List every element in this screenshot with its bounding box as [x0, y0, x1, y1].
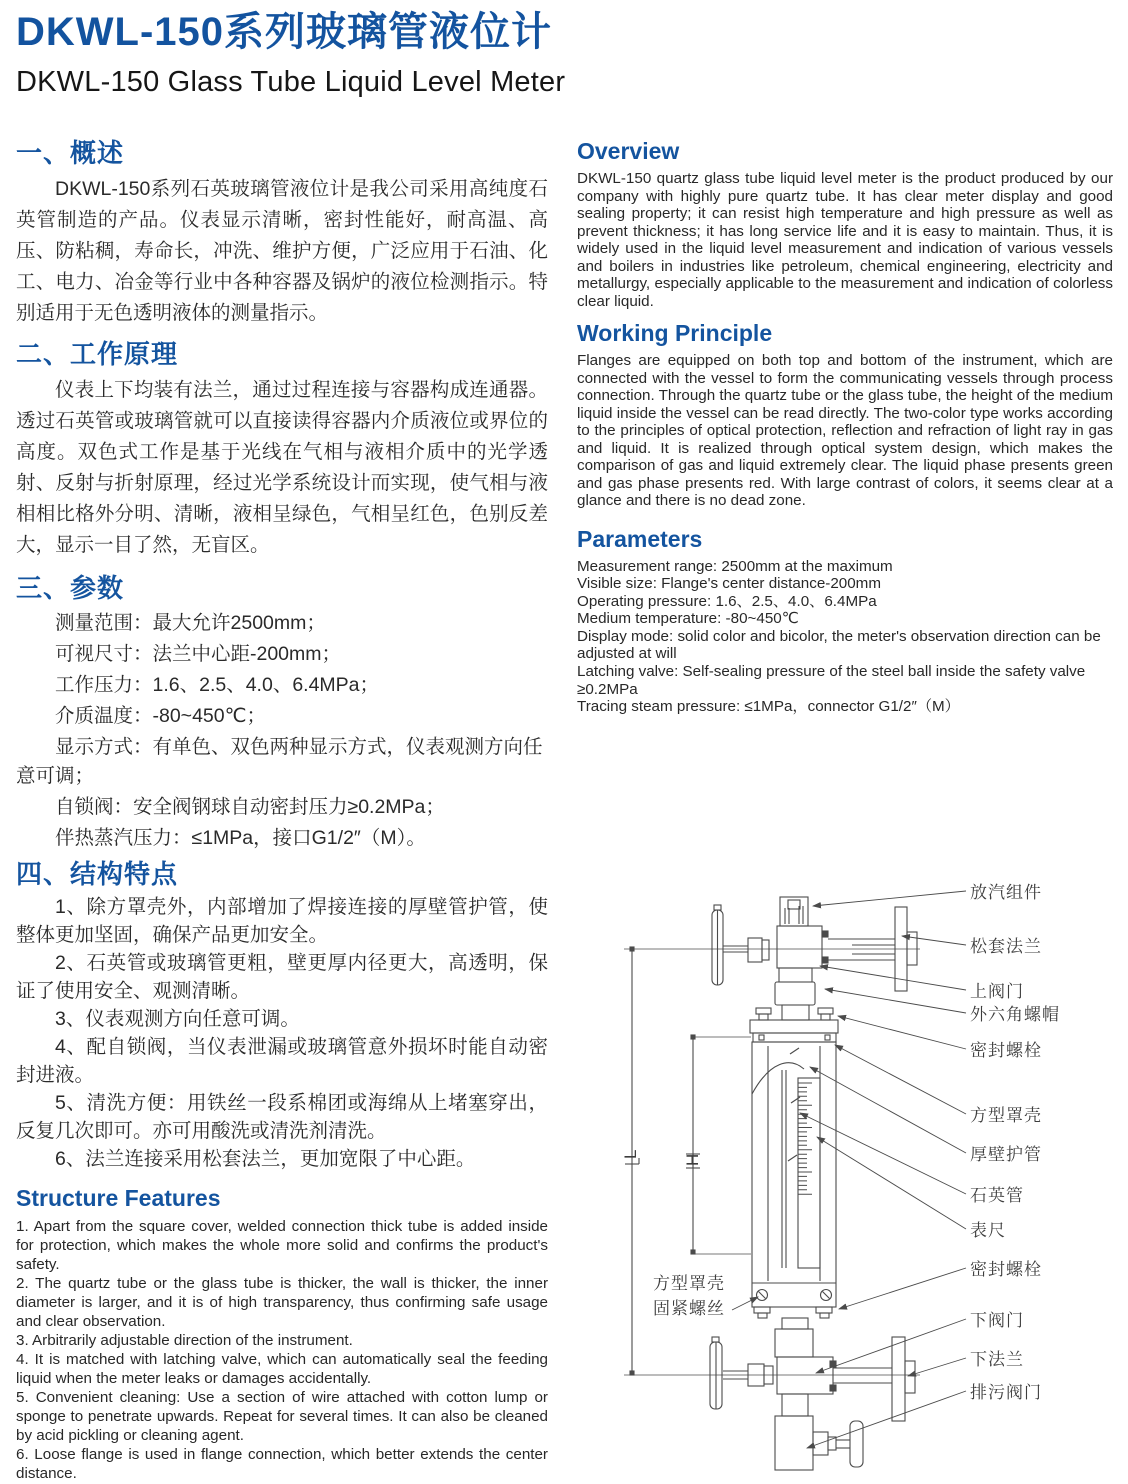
header: [16, 8, 1116, 100]
parameter-item-en: Tracing steam pressure: ≤1MPa，connector G1/2″（M）: [577, 698, 960, 716]
structure-item-zh: 2、石英管或玻璃管更粗，壁更厚内径更大，高透明，保证了使用安全、观测清晰。: [16, 952, 548, 1002]
structure-item-en: 2. The quartz tube or the glass tube is thicker, the wall is thicker, the inner diameter is larger, and it is of high transparency, thus confirming safe usage and clear observation.: [16, 1275, 548, 1330]
section-heading-working-principle-zh: 二、工作原理: [16, 339, 179, 369]
parameter-item-zh: 工作压力：1.6、2.5、4.0、6.4MPa；: [55, 674, 380, 696]
parameter-item-en: Measurement range: 2500mm at the maximum: [577, 557, 893, 575]
section-heading-structure-en: Structure Features: [16, 1185, 221, 1211]
overview-paragraph-zh: DKWL-150系列石英玻璃管液位计是我公司采用高纯度石英管制造的产品。仪表显示清晰，密封性能好，耐高温、高压、防粘稠，寿命长，冲洗、维护方便，广泛应用于石油、化工、电力、冶金等行业中各种容器及锅炉的液位检测指示。特别适用于无色透明液体的测量指示。: [16, 178, 548, 324]
parameter-item-zh: 自锁阀：安全阀钢球自动密封压力≥0.2MPa；: [55, 796, 445, 818]
structure-item-en: 6. Loose flange is used in flange connection, which better extends the center distance.: [16, 1446, 548, 1482]
instrument-outline: [624, 891, 966, 1470]
outer-hex-nut-label: 外六角螺帽: [970, 1005, 1060, 1024]
lower-valve-label: 下阀门: [970, 1311, 1024, 1330]
structure-item-zh: 4、配自锁阀，当仪表泄漏或玻璃管意外损坏时能自动密封进液。: [16, 1036, 548, 1086]
section-heading-parameters-en: Parameters: [577, 525, 703, 552]
working-principle-paragraph-zh: 仪表上下均装有法兰，通过过程连接与容器构成连通器。透过石英管或玻璃管就可以直接读得容器内介质液位或界位的高度。双色式工作是基于光线在气相与液相介质中的光学透射、反射与折射原理，经过光学系统设计而实现，使气相与液相相比格外分明、清晰，液相呈绿色，气相呈红色，色别反差大，显示一目了然，无盲区。: [16, 379, 548, 556]
parameter-item-zh: 可视尺寸：法兰中心距-200mm；: [55, 643, 342, 665]
structure-list-zh: [16, 893, 548, 1173]
overview-paragraph-en: DKWL-150 quartz glass tube liquid level meter is the product produced by our company with highly pure quartz tube. It has clear meter display and good sealing property; it can resist high temperature and high pressure as well as prevent thickness; it has long service life and it is easy to maintain. Thus, it is widely used in the liquid level measurement and indication of various vessels and boilers in industries like petroleum, chemical engineering, electricity and metallurgy, especially applicable to the measurement and indication of colorless clear liquid.: [577, 170, 1113, 310]
drain-valve-part: [775, 1394, 863, 1470]
parameter-item-en: Display mode: solid color and bicolor, the meter's observation direction can be adjusted at will: [577, 627, 1101, 663]
parameter-item-zh: 伴热蒸汽压力：≤1MPa，接口G1/2″（M）。: [55, 827, 426, 849]
loose-flange-label: 松套法兰: [970, 937, 1042, 956]
quartz-tube-label: 石英管: [970, 1186, 1024, 1205]
upper-valve-label: 上阀门: [970, 982, 1024, 1001]
structure-item-zh: 5、清洗方便：用铁丝一段系棉团或海绵从上堵塞穿出，反复几次即可。亦可用酸洗或清洗剂清洗。: [16, 1092, 548, 1142]
structure-item-zh: 1、除方罩壳外，内部增加了焊接连接的厚壁管护管，使整体更加坚固，确保产品更加安全。: [16, 896, 548, 946]
sealing-bolt-lower-label: 密封螺栓: [970, 1260, 1042, 1279]
cover-screw-label-line1: 方型罩壳: [653, 1274, 725, 1293]
parameters-list-zh: [16, 609, 548, 853]
dimension-line-inner: [686, 1035, 751, 1254]
upper-valve-part: [712, 905, 917, 1020]
parameter-item-zh: 测量范围：最大允许2500mm；: [55, 612, 326, 634]
parameter-item-en: Visible size: Flange's center distance-200mm: [577, 575, 881, 593]
diagram-labels: [621, 883, 1060, 1402]
structure-list-en: [16, 1217, 548, 1483]
section-heading-working-principle-en: Working Principle: [577, 320, 773, 346]
left-column: [16, 136, 548, 1483]
cover-screw-label-line2: 固紧螺丝: [653, 1299, 725, 1318]
steam-release-part: [780, 897, 808, 926]
page-title-en: DKWL-150 Glass Tube Liquid Level Meter: [16, 66, 566, 98]
thick-wall-tube-label: 厚壁护管: [970, 1145, 1042, 1164]
parameter-item-zh: 显示方式：有单色、双色两种显示方式，仪表观测方向任意可调；: [16, 736, 543, 787]
parameter-item-zh: 介质温度：-80~450℃；: [55, 705, 267, 727]
dimension-mark-h: H: [683, 1152, 702, 1166]
dimension-mark-l: L: [621, 1148, 640, 1159]
sealing-bolt-upper-label: 密封螺栓: [970, 1041, 1042, 1060]
parameter-item-en: Operating pressure: 1.6、2.5、4.0、6.4MPa: [577, 592, 877, 610]
dimension-line-outer: [625, 947, 639, 1375]
drain-valve-label: 排污阀门: [970, 1383, 1042, 1402]
structure-item-en: 3. Arbitrarily adjustable direction of the instrument.: [16, 1332, 353, 1349]
structure-item-zh: 6、法兰连接采用松套法兰，更加宽限了中心距。: [55, 1148, 476, 1170]
lower-valve-part: [710, 1318, 915, 1421]
structure-item-en: 1. Apart from the square cover, welded connection thick tube is added inside for protection, which makes the whole more solid and confirms the product's safety.: [16, 1218, 548, 1273]
parameter-item-en: Latching valve: Self-sealing pressure of the steel ball inside the safety valve ≥0.2MPa: [577, 663, 1086, 698]
steam-release-assembly-label: 放汽组件: [970, 883, 1042, 902]
structure-item-zh: 3、仪表观测方向任意可调。: [55, 1008, 300, 1030]
structure-item-en: 5. Convenient cleaning: Use a section of wire attached with cotton lump or sponge to penetrate upwards. Repeat for several times. It can also be cleaned by acid pickling or cleaning agent.: [16, 1389, 548, 1444]
square-cover-label: 方型罩壳: [970, 1106, 1042, 1125]
section-heading-structure-zh: 四、结构特点: [16, 859, 179, 889]
parameters-list-en: [577, 558, 1113, 716]
leader-lines: [732, 891, 966, 1448]
structure-item-en: 4. It is matched with latching valve, which can automatically seal the feeding liquid when the meter leaks or damages accidentally.: [16, 1351, 548, 1387]
working-principle-paragraph-en: Flanges are equipped on both top and bottom of the instrument, which are connected with the vessel to form the communicating vessels through process connection. Through the quartz tube or the glass tube, the height of the medium liquid inside the vessel can be read directly. The two-color type works according to the principles of optical protection, reflection and refraction of light ray in gas and liquid. It is realized through optical system design, which makes the comparison of gas and liquid extremely clear. The liquid phase presents green and gas phase presents red. With large contrast of colors, it seems clear at a glance and there is no dead zone.: [577, 352, 1113, 509]
level-meter-drawing: [620, 864, 1128, 1484]
lower-flange-label: 下法兰: [970, 1350, 1024, 1369]
product-diagram: [620, 864, 1128, 1484]
section-heading-overview-en: Overview: [577, 138, 680, 164]
section-heading-overview-zh: 一、概述: [16, 138, 125, 168]
page-title-zh: DKWL-150系列玻璃管液位计: [16, 10, 553, 54]
parameter-item-en: Medium temperature: -80~450℃: [577, 610, 799, 628]
section-heading-parameters-zh: 三、参数: [16, 573, 125, 603]
right-column: [577, 136, 1113, 716]
scale-ruler-label: 表尺: [970, 1221, 1006, 1240]
square-cover-part: [750, 1008, 838, 1318]
